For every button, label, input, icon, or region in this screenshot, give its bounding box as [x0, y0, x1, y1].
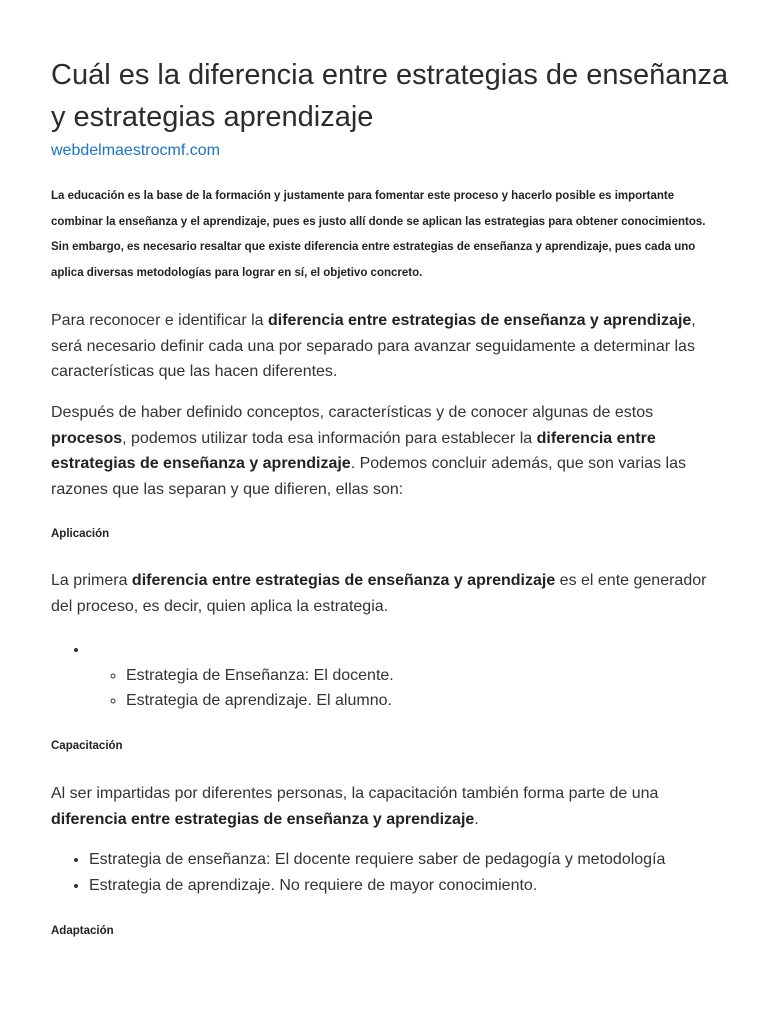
- paragraph-1: [51, 308, 721, 385]
- list-item: ◦ • Estrategia de Enseñanza: El docente.: [126, 663, 721, 689]
- p2-bold-processes: procesos: [51, 429, 123, 447]
- p2-text-a: Después de haber definido conceptos, características y de conocer algunas de estos: [51, 404, 654, 421]
- intro-text: La educación es la base de la formación y justamente para fomentar este proceso y hacerlo posible es importante combinar la enseñanza y el aprendizaje, pues es justo allí donde se aplican las estrategias para obtener conocimientos. Sin embargo, es necesario resaltar que existe diferencia entre estrategias de enseñanza y aprendizaje, pues cada uno aplica diversas metodologías para lograr en sí, el objetivo concreto.: [51, 190, 706, 279]
- p1-text-a: Para reconocer e identificar la: [51, 312, 268, 329]
- p2-bold-difference: diferencia entre estrategias de enseñanza y aprendizaje: [51, 429, 656, 472]
- s1-text-a: La primera: [51, 572, 132, 589]
- section2-list: [51, 847, 721, 898]
- list-item: • Estrategia de enseñanza: El docente requiere saber de pedagogía y metodología: [89, 847, 721, 873]
- section2-paragraph: [51, 781, 721, 832]
- list-item: [89, 637, 721, 714]
- section1-list: [51, 637, 721, 714]
- p1-text-c: , será necesario definir cada una por separado para avanzar seguidamente a determinar las características que las hacen diferentes.: [51, 312, 696, 380]
- section-heading-aplicacion: Aplicación: [51, 528, 110, 540]
- list-item: • Estrategia de aprendizaje. No requiere de mayor conocimiento.: [89, 873, 721, 899]
- section1-paragraph: [51, 568, 721, 619]
- s1-text-c: es el ente generador del proceso, es decir, quien aplica la estrategia.: [51, 572, 707, 615]
- s2-text-c: .: [474, 810, 479, 828]
- s2-text-a: Al ser impartidas por diferentes personas, la capacitación también forma parte de una: [51, 785, 659, 802]
- section-heading-capacitacion: Capacitación: [51, 740, 123, 752]
- source-link[interactable]: webdelmaestrocmf.com: [51, 142, 220, 159]
- s2-bold: diferencia entre estrategias de enseñanza y aprendizaje: [51, 810, 475, 828]
- list-item: ◦ Estrategia de aprendizaje. El alumno.: [126, 688, 721, 714]
- p2-text-c: , podemos utilizar toda esa información para establecer la: [122, 429, 537, 447]
- intro-paragraph: [51, 184, 721, 286]
- p2-text-e: . Podemos concluir además, que son varias las razones que las separan y que difieren, ellas son:: [51, 455, 686, 498]
- article-title: Cuál es la diferencia entre estrategias de enseñanza y estrategias aprendizaje: [51, 59, 729, 133]
- section-heading-adaptacion: Adaptación: [51, 925, 114, 937]
- paragraph-2: [51, 400, 721, 502]
- p1-bold: diferencia entre estrategias de enseñanza y aprendizaje: [268, 312, 692, 329]
- s1-bold: diferencia entre estrategias de enseñanza y aprendizaje: [131, 572, 556, 589]
